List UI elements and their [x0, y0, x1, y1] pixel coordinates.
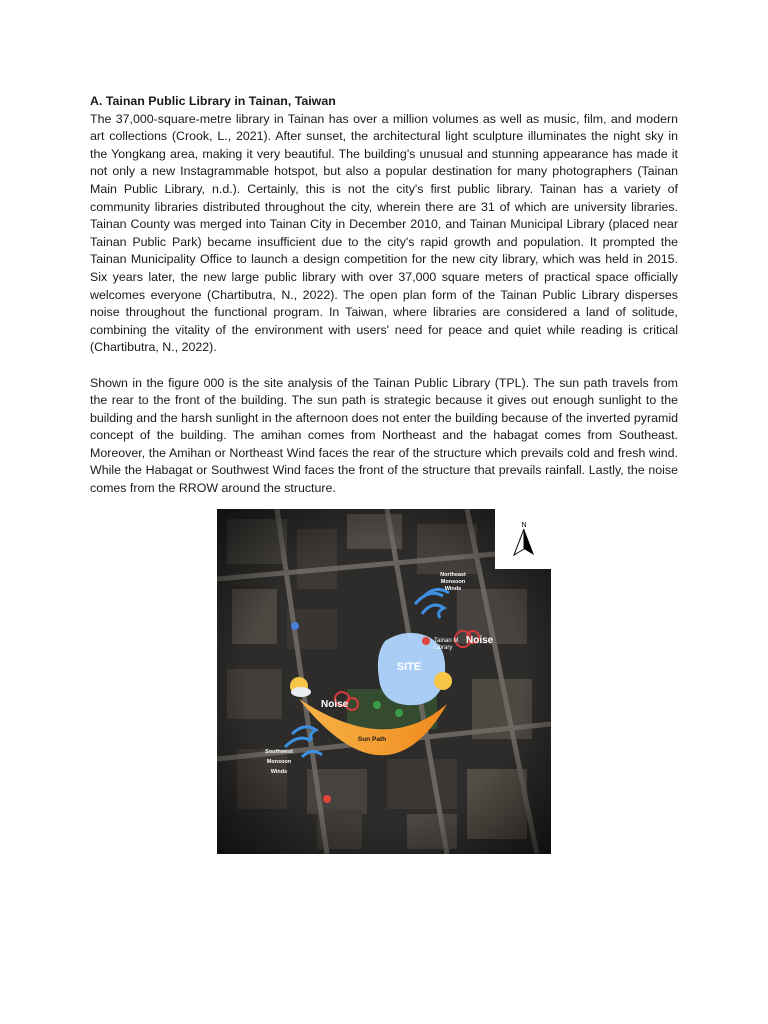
northeast-wind-label-line2: Monsoon [440, 579, 466, 585]
library-pin-icon [422, 637, 430, 645]
site-analysis-figure [217, 509, 551, 854]
map-pin-icon [291, 622, 299, 630]
sun-path-label: Sun Path [357, 736, 387, 743]
section-heading: A. Tainan Public Library in Tainan, Taiwan [90, 94, 336, 108]
sunset-sun-icon [434, 672, 452, 690]
southwest-wind-label-line1: Southwest [265, 749, 293, 755]
paragraph-library-history: The 37,000-square-metre library in Tainan has over a million volumes as well as music, film, and modern art collections (Crook, L., 2021). After sunset, the architectural light sculpture illuminates the night sky in the Yongkang area, making it very beautiful. The building's unusual and stunning appearance has made it not only a new Instagrammable hotspot, but also a popular destination for many photographers (Tainan Main Public Library, n.d.). Certainly, this is not the city's first public library. Tainan has a variety of community libraries distributed throughout the city, wherein there are 31 of which are university libraries. Tainan County was merged into Tainan City in December 2010, and Tainan Municipal Library (placed near Tainan Public Park) became insufficient due to the city's rapid growth and population. It prompted the Tainan Municipality Office to launch a design competition for the new city library, which was held in 2015. Six years later, the new large public library with over 37,000 square meters of practical space officially welcomes everyone (Chartibutra, N., 2022). The open plan form of the Tainan Public Library disperses noise throughout the functional program. In Taiwan, where libraries are considered a land of solitude, combining the vitality of the environment with users' need for peace and quiet while reading is critical (Chartibutra, N., 2022). [90, 111, 678, 355]
noise-label-left: Noise [321, 699, 349, 710]
site-analysis-map [217, 509, 551, 854]
paragraph-site-analysis: Shown in the figure 000 is the site analysis of the Tainan Public Library (TPL). The sun path travels from the rear to the front of the building. The sun path is strategic because it gives out enough sunlight to the building and the harsh sunlight in the afternoon does not enter the building because of the inverted pyramid concept of the building. The amihan comes from Northeast and the habagat comes from Southeast. Moreover, the Amihan or Northeast Wind faces the rear of the structure which prevails cold and fresh wind. While the Habagat or Southwest Wind faces the front of the structure that prevails rainfall. Lastly, the noise comes from the RROW around the structure. [90, 375, 678, 496]
library-label-line2: Library [434, 645, 453, 651]
library-label-line1: Tainan M [434, 638, 459, 644]
site-label: SITE [396, 661, 422, 673]
noise-label-right: Noise [466, 635, 494, 646]
northeast-wind-label-line1: Northeast [440, 572, 466, 578]
park-pin-icon-2 [395, 709, 403, 717]
north-label: N [521, 522, 527, 529]
northeast-wind-label-line3: Winds [444, 586, 462, 592]
southwest-wind-label-line2: Monsoon [266, 759, 292, 765]
park-pin-icon [373, 701, 381, 709]
document-body [90, 93, 678, 498]
map-pin-icon-2 [323, 795, 331, 803]
southwest-wind-label-line3: Winds [270, 769, 288, 775]
cloud-icon [291, 687, 311, 697]
